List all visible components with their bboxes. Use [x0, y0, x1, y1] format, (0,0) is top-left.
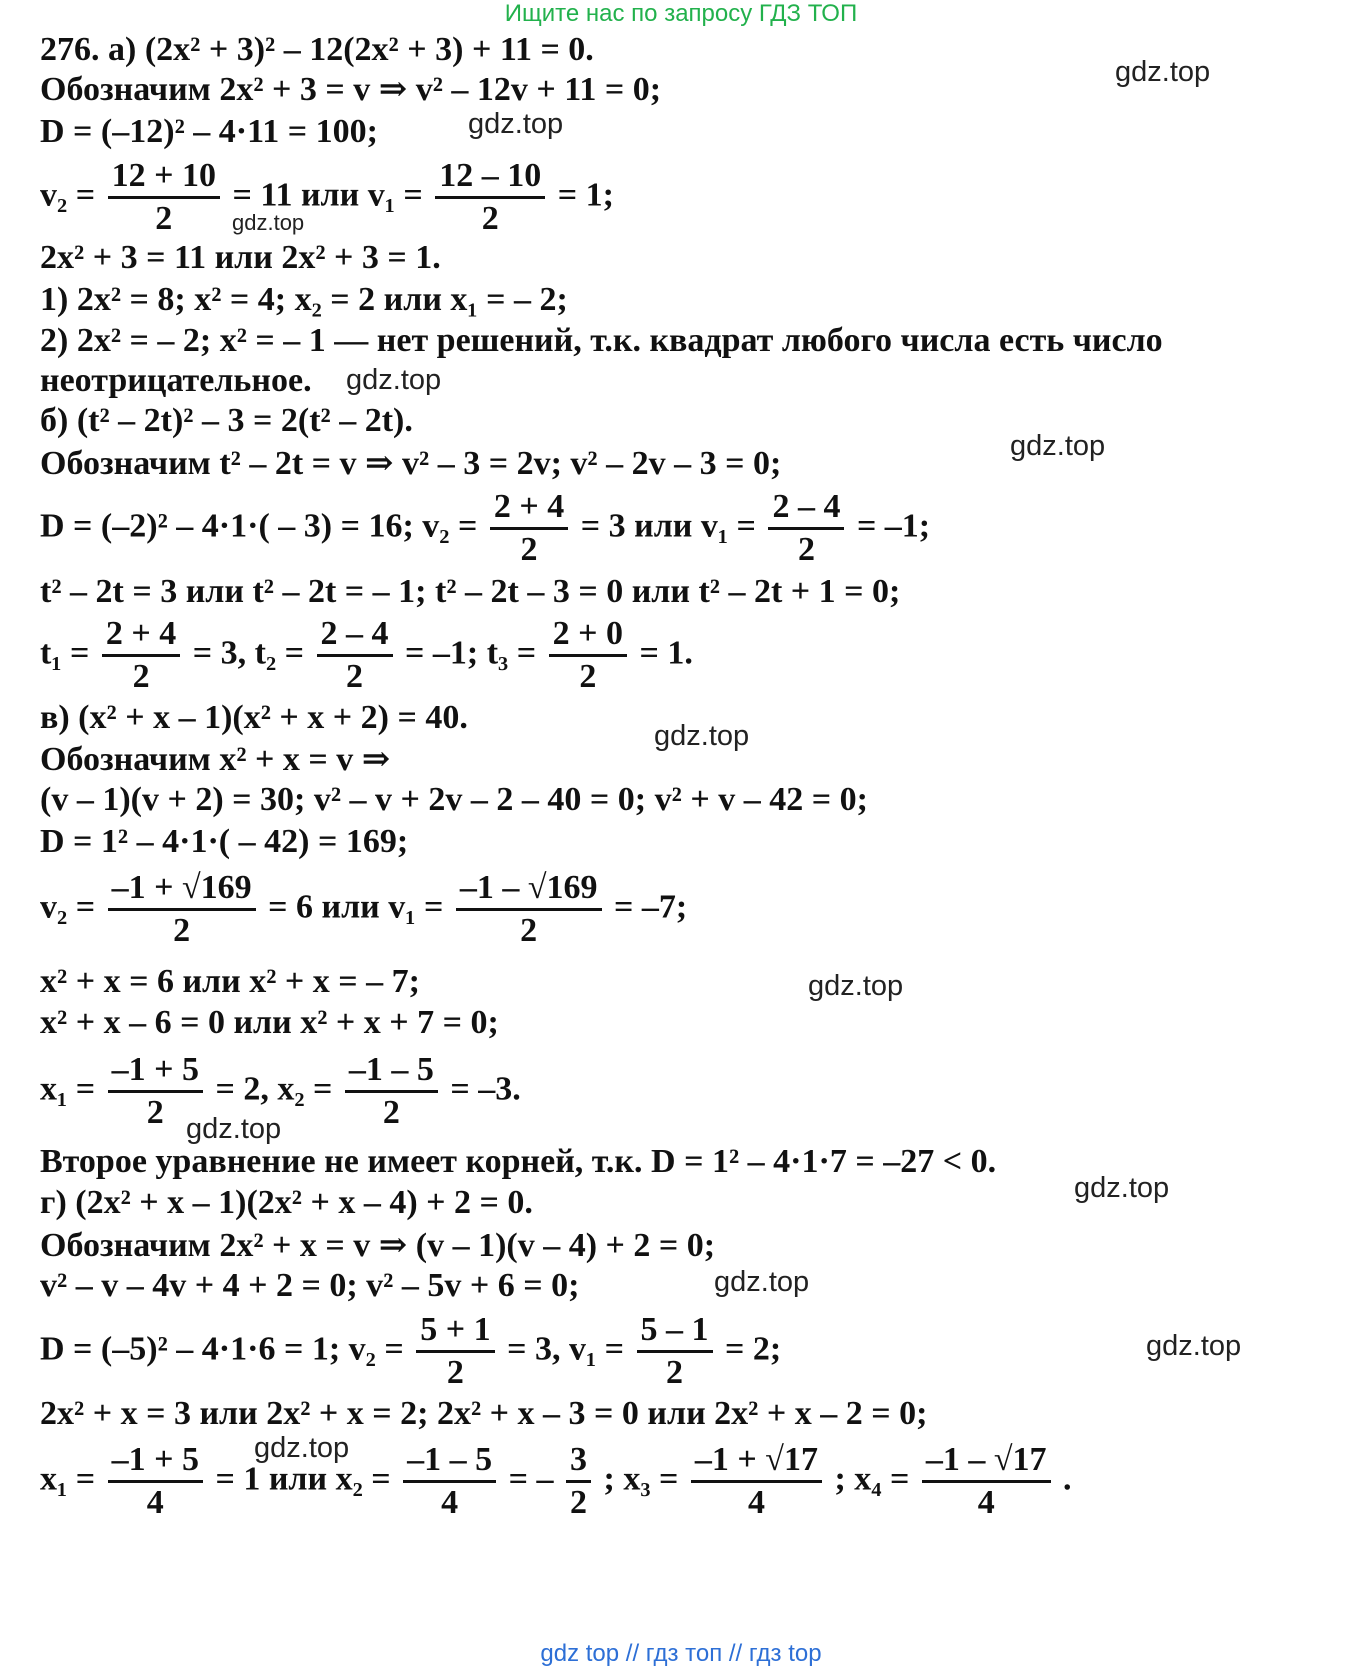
case2-a: 2) 2x² = – 2; x² = – 1 — нет решений, т.к. квадрат любого числа есть число — [40, 322, 1163, 359]
watermark-text: gdz.top — [654, 720, 750, 752]
substitution-b: Обозначим t² – 2t = v ⇒ v² – 3 = 2v; v² – 2v – 3 = 0; — [40, 445, 782, 482]
watermark-text: gdz.top — [1010, 430, 1106, 462]
roots-t-b: t₁ = $\frac{2 + 4}{2}$ = 3, t₂ = $\frac{2 - 4}{2}$ = –1; t₃ = $\frac{2 + 0}{2}$ = 1. — [40, 615, 693, 695]
watermark-text: gdz.top — [468, 108, 564, 140]
back-substitution-a: 2x² + 3 = 11 или 2x² + 3 = 1. — [40, 239, 441, 276]
back-substitution-c: x² + x = 6 или x² + x = – 7; — [40, 963, 420, 1000]
watermark-text: gdz.top — [1146, 1330, 1242, 1362]
roots-x-d: x₁ = $\frac{-1 + 5}{4}$ = 1 или x₂ = $\frac{-1 - 5}{4}$ = – $\frac{3}{2}$ ; x₃ = $\frac{-1 + √17}{4}$ ; x₄ = $\frac{-1 - √17}{4}$ . — [40, 1441, 1072, 1521]
watermark-text: gdz.top — [1115, 56, 1211, 88]
back-substitution-d: 2x² + x = 3 или 2x² + x = 2; 2x² + x – 3 = 0 или 2x² + x – 2 = 0; — [40, 1395, 928, 1432]
watermark-text: gdz.top — [232, 210, 305, 235]
back-substitution-b: t² – 2t = 3 или t² – 2t = – 1; t² – 2t – 3 = 0 или t² – 2t + 1 = 0; — [40, 573, 901, 610]
discriminant-a: D = (–12)² – 4·11 = 100; — [40, 113, 378, 150]
watermark-text: gdz.top — [186, 1113, 282, 1145]
no-roots-note-c: Второе уравнение не имеет корней, т.к. D = 1² – 4·1·7 = –27 < 0. — [40, 1143, 997, 1180]
roots-v-c: v₂ = $\frac{-1 + √169}{2}$ = 6 или v₁ = $\frac{-1 - √169}{2}$ = –7; — [40, 869, 688, 949]
problem-c-statement: в) (x² + x – 1)(x² + x + 2) = 40. — [40, 699, 468, 736]
problem-b-statement: б) (t² – 2t)² – 3 = 2(t² – 2t). — [40, 402, 413, 439]
watermark-top: Ищите нас по запросу ГДЗ ТОП — [504, 0, 858, 27]
watermark-text: gdz.top — [808, 970, 904, 1002]
discriminant-d: D = (–5)² – 4·1·6 = 1; v₂ = $\frac{5 + 1}{2}$ = 3, v₁ = $\frac{5 - 1}{2}$ = 2; — [40, 1311, 782, 1391]
quadratics-c: x² + x – 6 = 0 или x² + x + 7 = 0; — [40, 1004, 499, 1041]
substitution-d: Обозначим 2x² + x = v ⇒ (v – 1)(v – 4) + 2 = 0; — [40, 1227, 716, 1264]
roots-x-c: x₁ = $\frac{-1 + 5}{2}$ = 2, x₂ = $\frac{-1 - 5}{2}$ = –3. — [40, 1051, 521, 1131]
case1-a: 1) 2x² = 8; x² = 4; x₂ = 2 или x₁ = – 2; — [40, 281, 568, 318]
watermark-text: gdz.top — [254, 1432, 350, 1464]
discriminant-c: D = 1² – 4·1·( – 42) = 169; — [40, 823, 409, 860]
watermark-bottom: gdz top // гдз топ // гдз top — [540, 1640, 822, 1667]
substitution-c: Обозначим x² + x = v ⇒ — [40, 741, 391, 778]
roots-v-a: v₂ = $\frac{12 + 10}{2}$ = 11 или v₁ = $\frac{12 - 10}{2}$ = 1; — [40, 157, 614, 237]
equation-d: v² – v – 4v + 4 + 2 = 0; v² – 5v + 6 = 0; — [40, 1267, 580, 1304]
watermark-text: gdz.top — [1074, 1172, 1170, 1204]
case2-a-continued: неотрицательное. — [40, 362, 312, 399]
discriminant-b: D = (–2)² – 4·1·( – 3) = 16; v₂ = $\frac{2 + 4}{2}$ = 3 или v₁ = $\frac{2 - 4}{2}$ = –1; — [40, 488, 931, 568]
watermark-text: gdz.top — [714, 1266, 810, 1298]
equation-c: (v – 1)(v + 2) = 30; v² – v + 2v – 2 – 40 = 0; v² + v – 42 = 0; — [40, 781, 868, 818]
substitution-a: Обозначим 2x² + 3 = v ⇒ v² – 12v + 11 = 0; — [40, 71, 662, 108]
watermark-text: gdz.top — [346, 364, 442, 396]
problem-d-statement: г) (2x² + x – 1)(2x² + x – 4) + 2 = 0. — [40, 1184, 533, 1221]
problem-a-statement: 276. а) (2x² + 3)² – 12(2x² + 3) + 11 = 0. — [40, 31, 594, 68]
